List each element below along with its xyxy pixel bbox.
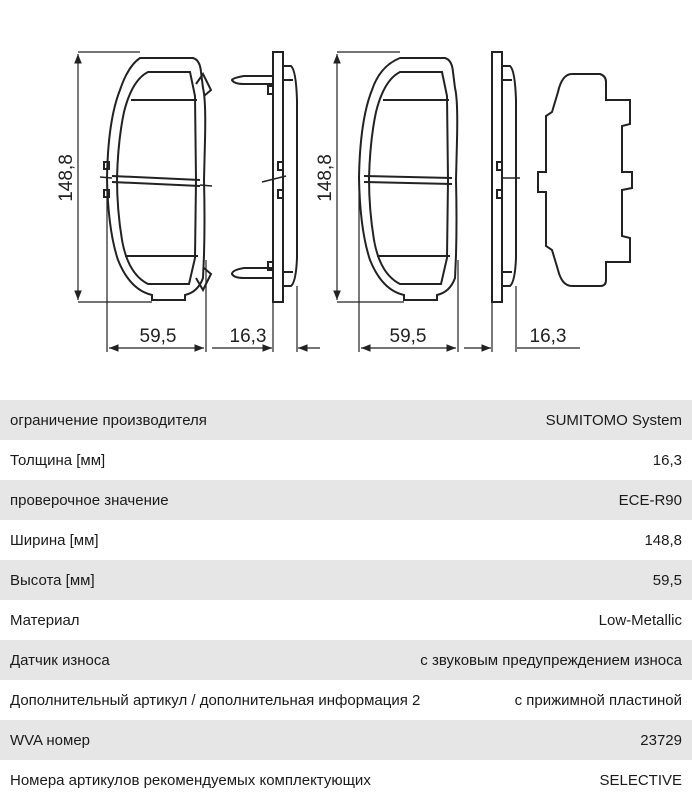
specifications-table: [0, 400, 692, 800]
spec-value: с звуковым предупреждением износа: [420, 651, 682, 669]
spec-label: ограничение производителя: [10, 411, 207, 429]
spec-value: 148,8: [644, 531, 682, 549]
spec-row-width: [0, 520, 692, 560]
spec-value: с прижимной пластиной: [514, 691, 682, 709]
left-pad-front-view: [100, 58, 212, 300]
spec-label: Датчик износа: [10, 651, 110, 669]
spec-value: 59,5: [652, 571, 682, 589]
dimension-thickness-left: 16,3: [229, 326, 267, 347]
spec-row-recommended-accessories: [0, 760, 692, 800]
spec-value: 23729: [640, 731, 682, 749]
spec-label: проверочное значение: [10, 491, 169, 509]
spec-label: Дополнительный артикул / дополнительная информация 2: [10, 691, 421, 709]
spec-row-test-mark: [0, 480, 692, 520]
spec-label: WVA номер: [10, 731, 91, 749]
dimension-height-right: 148,8: [315, 154, 336, 202]
spec-row-additional-article: [0, 680, 692, 720]
dimension-width-right: 59,5: [389, 326, 427, 347]
dimension-width-left: 59,5: [139, 326, 177, 347]
spec-label: Материал: [10, 611, 80, 629]
spec-row-manufacturer-restriction: [0, 400, 692, 440]
spec-row-thickness: [0, 440, 692, 480]
right-pad-side-view: [492, 52, 520, 302]
spec-label: Толщина [мм]: [10, 451, 106, 469]
spec-value: ECE-R90: [618, 491, 682, 509]
spec-value: Low-Metallic: [598, 611, 682, 629]
spec-value: SELECTIVE: [599, 771, 682, 789]
spec-label: Ширина [мм]: [10, 531, 99, 549]
spec-label: Номера артикулов рекомендуемых комплектующих: [10, 771, 371, 789]
spec-label: Высота [мм]: [10, 571, 95, 589]
spec-row-wear-sensor: [0, 640, 692, 680]
spec-row-wva-number: [0, 720, 692, 760]
spec-row-material: [0, 600, 692, 640]
shim-outline: [538, 74, 632, 286]
spec-value: SUMITOMO System: [545, 411, 682, 429]
right-pad-front-view: [359, 58, 457, 300]
left-pad-side-view: [232, 52, 297, 302]
dimension-thickness-right: 16,3: [529, 326, 567, 347]
dimension-height-left: 148,8: [56, 154, 77, 202]
spec-value: 16,3: [652, 451, 682, 469]
spec-row-height: [0, 560, 692, 600]
